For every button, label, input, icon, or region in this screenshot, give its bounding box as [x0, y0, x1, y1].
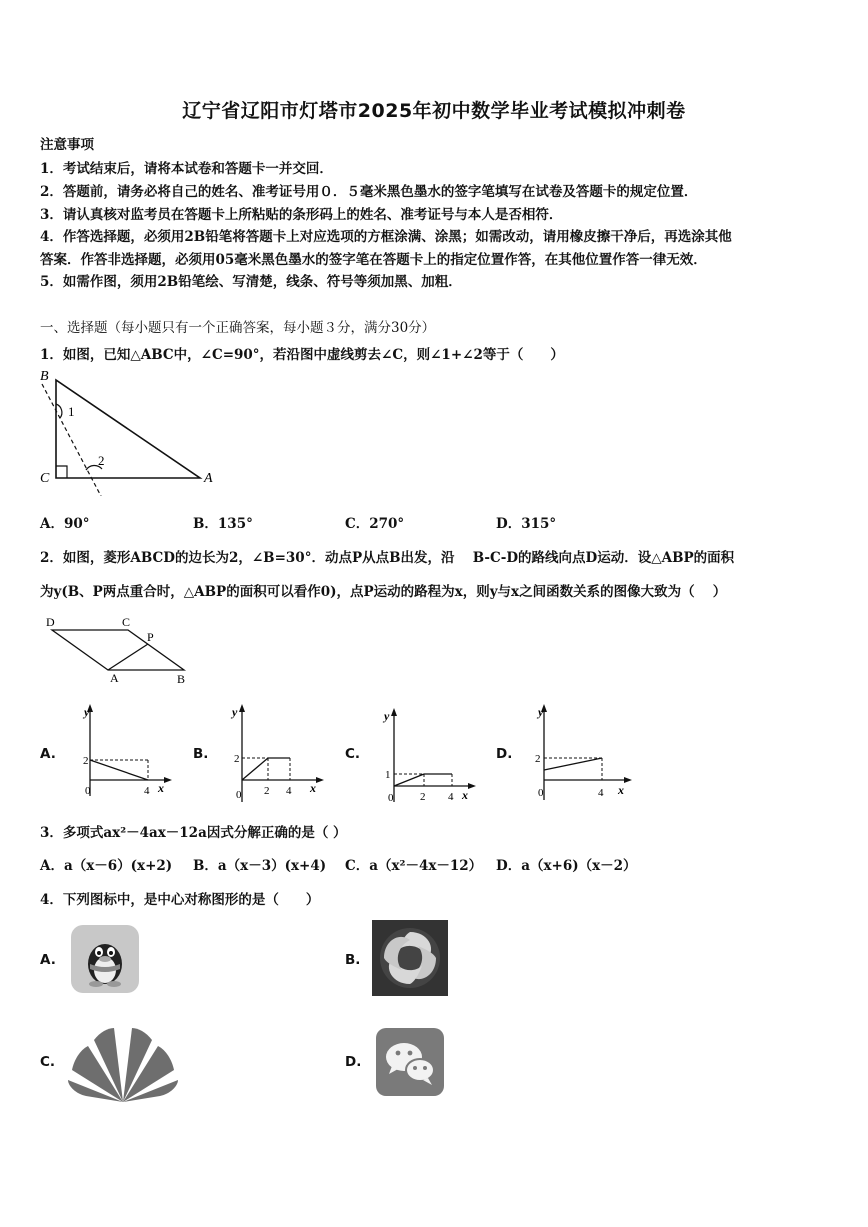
qq-penguin-icon	[70, 924, 140, 994]
y-tick: 1	[385, 769, 391, 781]
huawei-logo-icon	[66, 1026, 180, 1104]
q2-option-a-label: A.	[40, 746, 56, 762]
x-tick: 4	[448, 791, 454, 803]
y-axis-label: y	[84, 705, 90, 719]
q1-triangle-figure	[34, 366, 224, 496]
q1-option-a: A．90°	[40, 516, 90, 532]
y-axis-label: y	[232, 705, 238, 719]
q2-graph-b	[228, 702, 328, 806]
q1-option-c: C．270°	[345, 516, 405, 532]
notice-item: 1．考试结束后，请将本试卷和答题卡一并交回．	[40, 161, 333, 177]
wechat-icon	[376, 1028, 444, 1096]
notice-item: 4．作答选择题，必须用2B铅笔将答题卡上对应选项的方框涂满、涂黑；如需改动，请用橡皮擦干净后，再选涂其他	[40, 229, 732, 245]
q2-stem-line1: 2．如图，菱形ABCD的边长为2，∠B=30°．动点P从点B出发，沿 B-C-D的路线向点D运动．设△ABP的面积	[40, 550, 735, 566]
q2-option-b-label: B.	[193, 746, 209, 762]
x-axis-label: x	[310, 781, 316, 795]
origin-label: 0	[388, 792, 394, 804]
x-tick: 2	[264, 785, 270, 797]
swirl-logo-icon	[372, 920, 448, 996]
notice-item: 答案．作答非选择题，必须用05毫米黑色墨水的签字笔在答题卡上的指定位置作答，在其他位置作答一律无效．	[40, 252, 707, 268]
exam-title: 辽宁省辽阳市灯塔市2025年初中数学毕业考试模拟冲刺卷	[182, 100, 686, 122]
angle-2-label: 2	[98, 453, 105, 468]
q3-option-b: B．a（x－3）(x+4)	[193, 858, 327, 874]
notice-item: 3．请认真核对监考员在答题卡上所粘贴的条形码上的姓名、准考证号与本人是否相符．	[40, 207, 563, 223]
x-tick: 4	[286, 785, 292, 797]
q3-stem: 3．多项式ax²－4ax－12a因式分解正确的是（ ）	[40, 825, 347, 841]
q2-stem-line2: 为y(B、P两点重合时，△ABP的面积可以看作0)，点P运动的路程为x，则y与x之间函数关系的图像大致为（ ）	[40, 584, 727, 600]
q4-option-c-label: C.	[40, 1054, 56, 1070]
q2-graph-a	[76, 702, 176, 806]
q3-option-d: D．a（x+6)（x－2）	[496, 858, 637, 874]
q2-rhombus-figure	[40, 612, 200, 688]
notice-heading: 注意事项	[40, 137, 94, 153]
q1-option-b: B．135°	[193, 516, 253, 532]
origin-label: 0	[85, 785, 91, 797]
x-axis-label: x	[462, 788, 468, 802]
q3-option-c: C．a（x²－4x－12）	[345, 858, 483, 874]
section-heading: 一、选择题（每小题只有一个正确答案，每小题３分，满分30分）	[40, 320, 436, 336]
y-axis-label: y	[538, 705, 544, 719]
q4-stem: 4．下列图标中，是中心对称图形的是（ ）	[40, 892, 320, 908]
q2-graph-c	[380, 706, 480, 806]
notice-item: 5．如需作图，须用2B铅笔绘、写清楚，线条、符号等须加黑、加粗．	[40, 274, 462, 290]
q4-option-b-label: B.	[345, 952, 361, 968]
angle-1-label: 1	[68, 404, 75, 419]
q2-graph-d	[530, 702, 634, 806]
x-tick: 4	[144, 785, 150, 797]
q3-option-a: A．a（x－6）(x+2)	[40, 858, 173, 874]
y-tick: 2	[234, 753, 240, 765]
label-A: A	[110, 671, 119, 685]
q4-option-d-label: D.	[345, 1054, 362, 1070]
x-tick: 4	[598, 787, 604, 799]
label-B: B	[40, 369, 49, 384]
label-D: D	[46, 615, 55, 629]
label-A: A	[204, 471, 213, 486]
q1-stem: 1．如图，已知△ABC中，∠C=90°，若沿图中虚线剪去∠C，则∠1+∠2等于（ ）	[40, 347, 564, 363]
label-C: C	[122, 615, 131, 629]
x-axis-label: x	[618, 783, 624, 797]
x-tick: 2	[420, 791, 426, 803]
q4-option-a-label: A.	[40, 952, 56, 968]
origin-label: 0	[236, 789, 242, 801]
y-tick: 2	[83, 755, 89, 767]
label-C: C	[40, 471, 50, 486]
label-P: P	[147, 630, 154, 644]
label-B: B	[177, 672, 186, 686]
x-axis-label: x	[158, 781, 164, 795]
q2-option-c-label: C.	[345, 746, 361, 762]
q2-option-d-label: D.	[496, 746, 513, 762]
notice-item: 2．答题前，请务必将自己的姓名、准考证号用０．５毫米黑色墨水的签字笔填写在试卷及答题卡的规定位置．	[40, 184, 698, 200]
origin-label: 0	[538, 787, 544, 799]
q1-option-d: D．315°	[496, 516, 557, 532]
y-tick: 2	[535, 753, 541, 765]
y-axis-label: y	[384, 709, 390, 723]
